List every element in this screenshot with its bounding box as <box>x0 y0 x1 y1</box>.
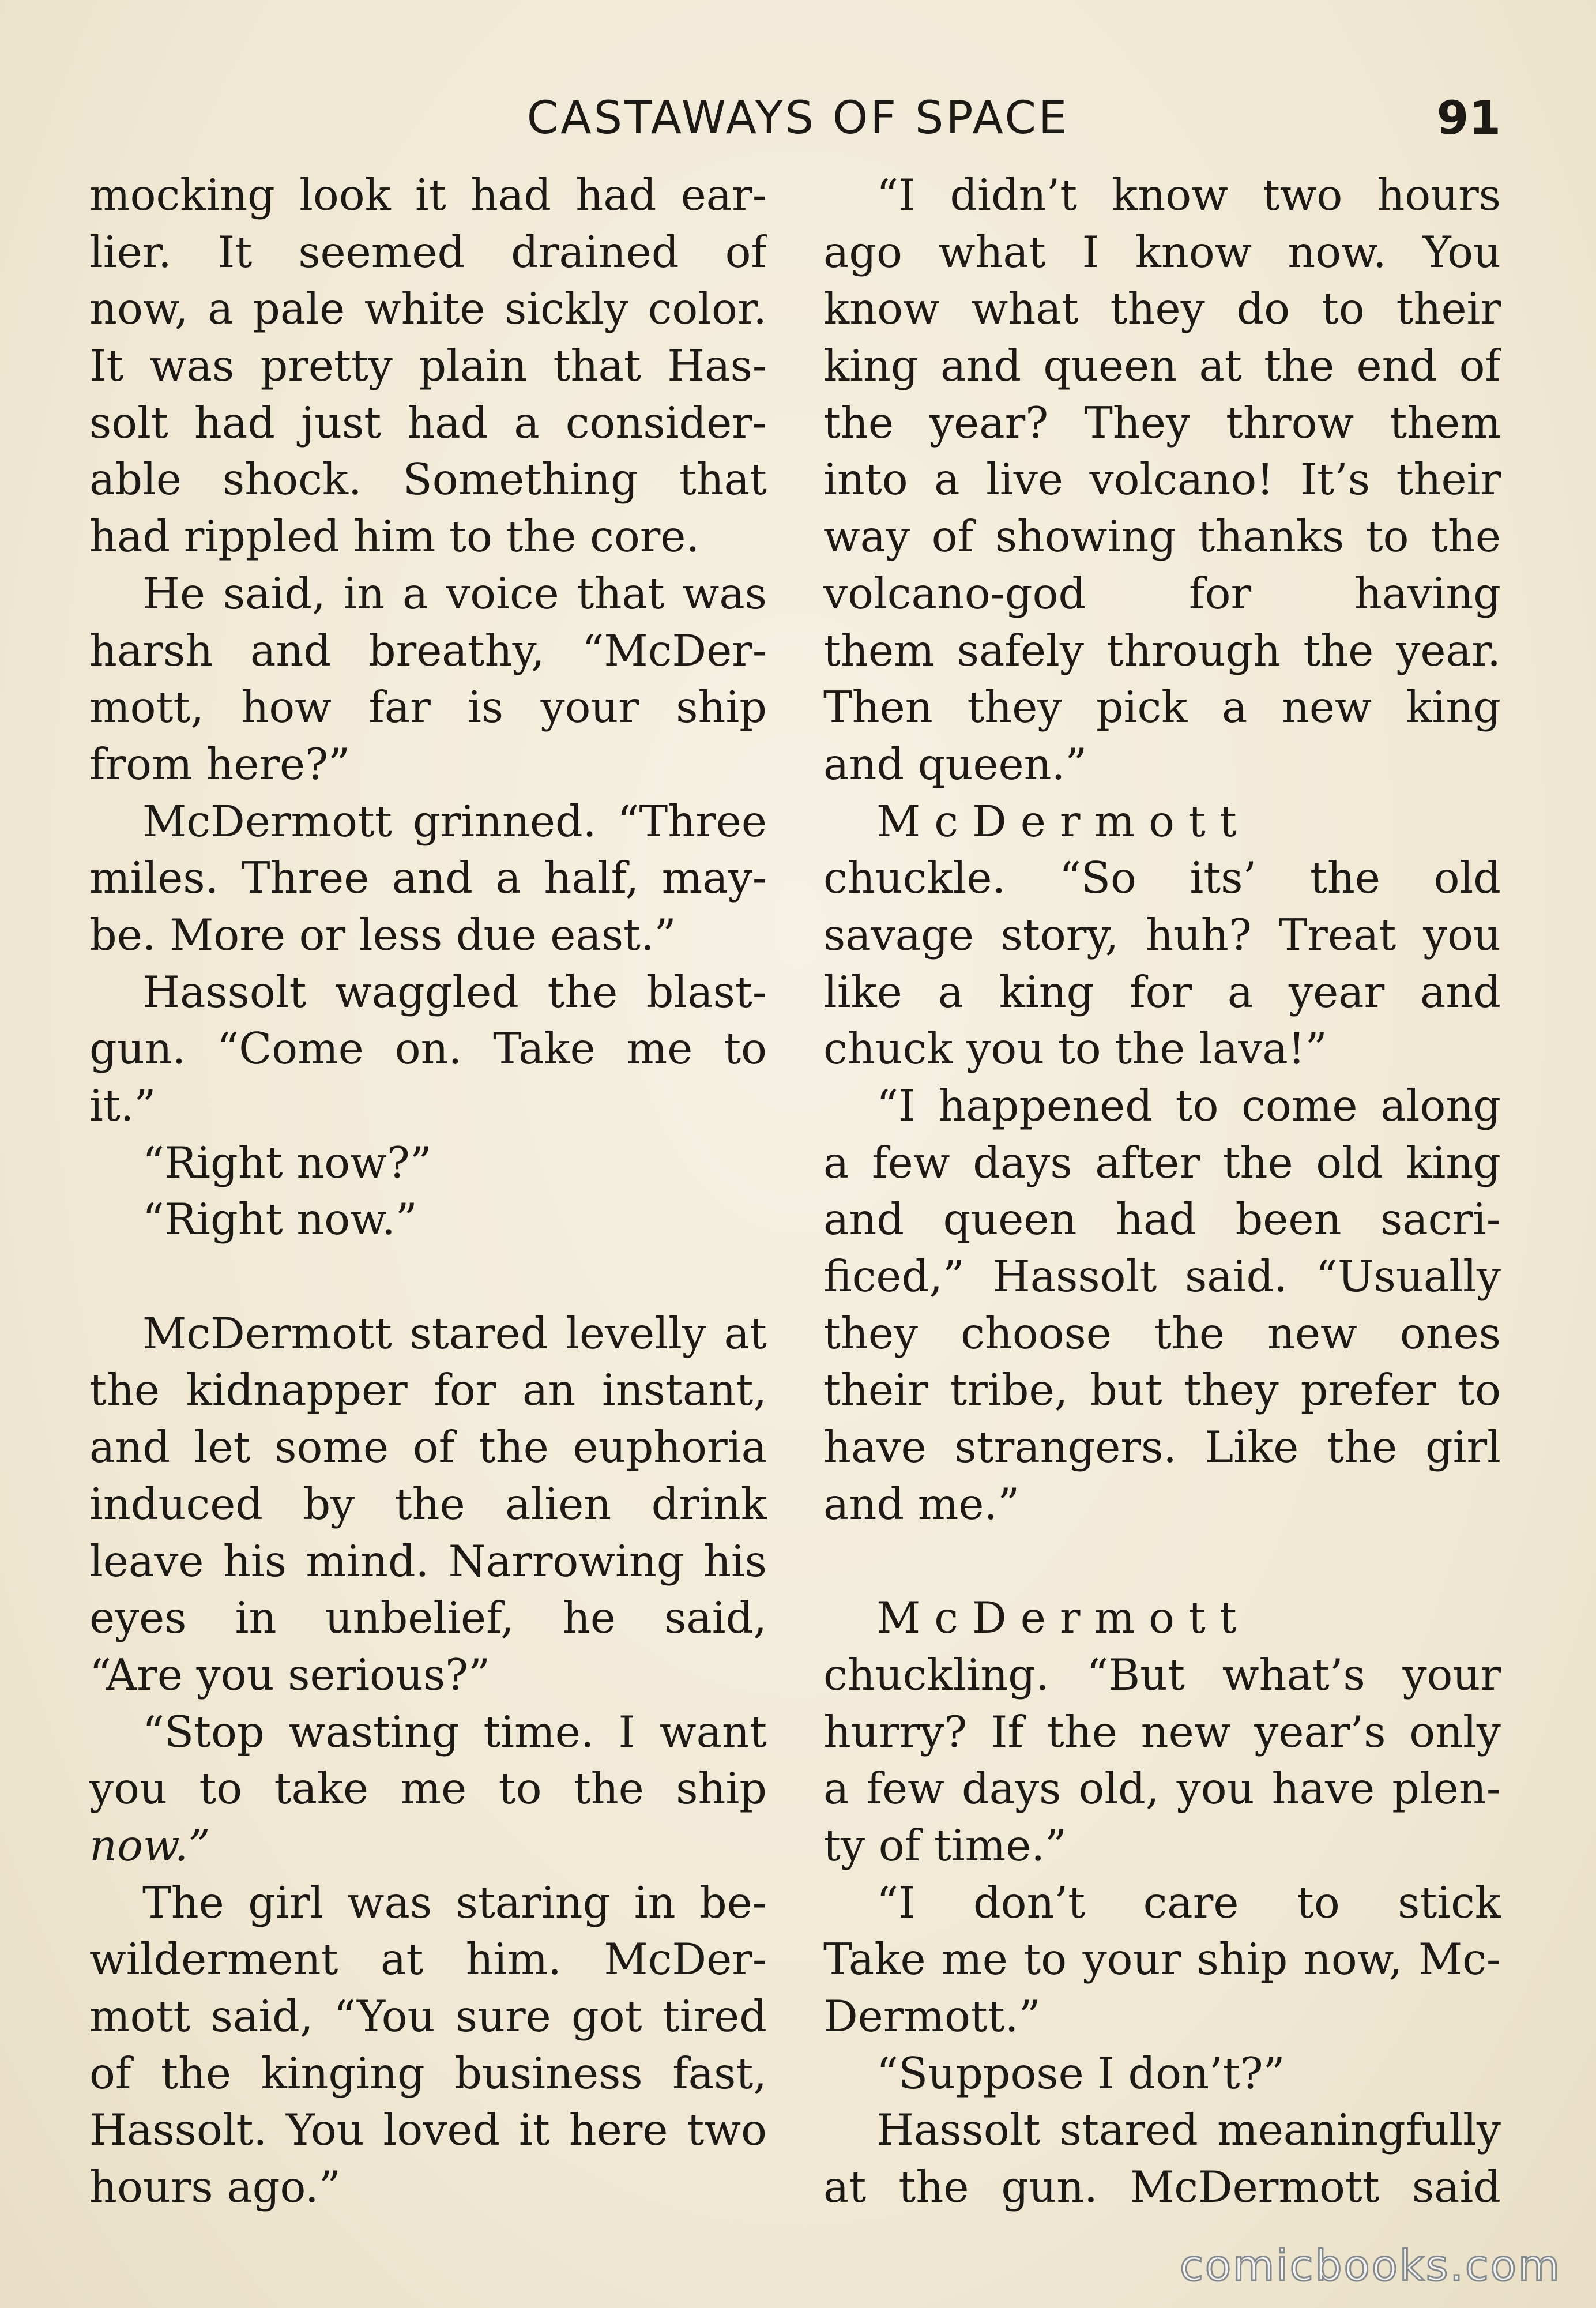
text-line: now.” <box>89 1820 210 1871</box>
text-line: induced by the alien drink <box>89 1479 767 1529</box>
text-line: and me.” <box>823 1479 1020 1529</box>
text-line: The girl was staring in be- <box>142 1877 767 1928</box>
text-line: McDermott <box>876 796 1251 847</box>
text-line: Then they pick a new king <box>823 682 1501 733</box>
watermark-logo: comicbooks.com <box>1180 2241 1561 2291</box>
text-line: It was pretty plain that Has- <box>89 341 767 392</box>
text-line: “I happened to come along <box>876 1081 1501 1131</box>
text-line: harsh and breathy, “McDer- <box>89 625 767 676</box>
text-line: be. More or less due east.” <box>89 909 676 960</box>
text-line: McDermott stared levelly at <box>142 1308 767 1359</box>
text-line: eyes in unbelief, he said, <box>89 1593 767 1644</box>
text-line: ago what I know now. You <box>823 227 1501 277</box>
text-line: them safely through the year. <box>823 625 1501 676</box>
text-line: “Right now?” <box>142 1137 432 1188</box>
text-line: ty of time.” <box>823 1820 1067 1871</box>
right-text-column <box>823 167 1501 2216</box>
text-line: Take me to your ship now, Mc- <box>823 1934 1501 1985</box>
text-line: their tribe, but they prefer to <box>823 1365 1501 1416</box>
text-line: wilderment at him. McDer- <box>89 1934 767 1985</box>
text-line: Hassolt stared meaningfully <box>876 2105 1501 2156</box>
page-number: 91 <box>1436 91 1501 145</box>
text-line: Hassolt. You loved it here two <box>89 2105 767 2156</box>
text-line: Dermott.” <box>823 1991 1041 2042</box>
text-line: McDermott <box>876 1593 1251 1644</box>
text-line: of the kinging business fast, <box>89 2048 767 2099</box>
text-line: leave his mind. Narrowing his <box>89 1536 767 1587</box>
text-line: miles. Three and a half, may- <box>89 853 767 904</box>
left-text-column <box>89 167 767 2216</box>
text-line: now, a pale white sickly color. <box>89 284 767 334</box>
text-line: mocking look it had had ear- <box>89 170 767 220</box>
text-line: a few days after the old king <box>823 1137 1501 1188</box>
text-line <box>89 1249 767 1306</box>
text-line: like a king for a year and <box>823 967 1501 1017</box>
text-line: ficed,” Hassolt said. “Usually <box>823 1251 1501 1302</box>
text-line: “Stop wasting time. I want <box>142 1706 767 1757</box>
text-line: lier. It seemed drained of <box>89 227 767 277</box>
text-line: king and queen at the end of <box>823 341 1501 392</box>
text-line: He said, in a voice that was <box>142 568 767 619</box>
text-line: the year? They throw them <box>823 397 1501 448</box>
text-line: and queen had been sacri- <box>823 1194 1501 1245</box>
text-line: hurry? If the new year’s only <box>823 1706 1501 1757</box>
text-line: know what they do to their <box>823 284 1501 334</box>
text-line: gun. “Come on. Take me to <box>89 1024 767 1074</box>
text-line: “Right now.” <box>142 1194 417 1245</box>
text-line: chuck you to the lava!” <box>823 1024 1327 1074</box>
text-line: from here?” <box>89 739 351 790</box>
text-line: and queen.” <box>823 739 1087 790</box>
text-line: solt had just had a consider- <box>89 397 767 448</box>
text-line: able shock. Something that <box>89 454 767 505</box>
text-line: McDermott grinned. “Three <box>142 796 767 847</box>
text-line: mott said, “You sure got tired <box>89 1991 767 2042</box>
text-line: “I didn’t know two hours <box>876 170 1501 220</box>
text-line: and let some of the euphoria <box>89 1422 767 1473</box>
text-line: they choose the new ones <box>823 1308 1501 1359</box>
text-line: hours ago.” <box>89 2162 341 2213</box>
text-line: have strangers. Like the girl <box>823 1422 1501 1473</box>
running-header <box>0 87 1596 150</box>
text-line: volcano-god for having <box>823 568 1501 619</box>
text-line: you to take me to the ship <box>89 1764 767 1814</box>
text-line: Hassolt waggled the blast- <box>142 967 767 1017</box>
text-line <box>823 1533 1501 1591</box>
running-title: CASTAWAYS OF SPACE <box>526 92 1070 144</box>
text-line: way of showing thanks to the <box>823 512 1501 562</box>
text-line: “Are you serious?” <box>89 1649 491 1700</box>
text-line: savage story, huh? Treat you <box>823 909 1501 960</box>
text-line: a few days old, you have plen- <box>823 1764 1501 1814</box>
text-line: had rippled him to the core. <box>89 512 700 562</box>
text-line: mott, how far is your ship <box>89 682 767 733</box>
text-line: the kidnapper for an instant, <box>89 1365 767 1416</box>
text-line: “Suppose I don’t?” <box>876 2048 1285 2099</box>
text-line: chuckling. “But what’s your <box>823 1649 1501 1700</box>
text-line: into a live volcano! It’s their <box>823 454 1501 505</box>
text-line: at the gun. McDermott said <box>823 2162 1501 2213</box>
text-line: “I don’t care to stick <box>876 1877 1501 1928</box>
text-line: chuckle. “So its’ the old <box>823 853 1501 904</box>
text-line: it.” <box>89 1081 156 1131</box>
